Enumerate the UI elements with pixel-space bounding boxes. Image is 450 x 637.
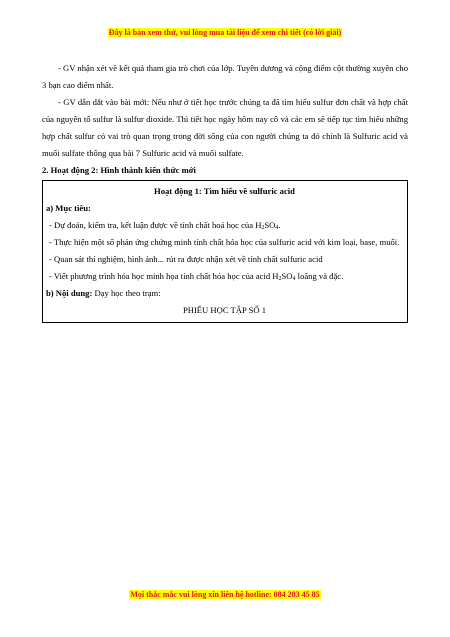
preview-notice-banner	[0, 28, 450, 37]
paragraph-lesson-intro: - GV dẫn dắt vào bài mới: Nếu như ở tiết học trước chúng ta đã tìm hiểu sulfur đơn chất và hợp chất của nguyên tố sulfur là sulfur dioxide. Thì tiết học ngày hôm nay cô và các em sẽ tiếp tục tìm hiểu những hợp chất sulfur có vai trò quan trọng trong đời sống của con người chúng ta đó chính là Sulfuric acid và muối sulfate thông qua bài 7 Sulfuric acid và muối sulfate.	[42, 97, 408, 158]
activity-title: Hoạt động 1: Tìm hiểu về sulfuric acid	[154, 186, 295, 196]
objective-item-4: - Viết phương trình hóa học minh họa tính chất hóa học của acid $H_2SO_4$ loãng và đặc.	[49, 271, 344, 282]
hotline-banner	[0, 590, 450, 599]
content-line	[46, 285, 403, 302]
content-text: Dạy học theo trạm:	[92, 288, 161, 298]
objective-item-1: - Dự đoán, kiểm tra, kết luận được về tính chất hoá học của $H_2SO_4$.	[49, 220, 281, 231]
objective-item-3: - Quan sát thí nghiệm, hình ảnh... rút ra được nhận xét về tính chất sulfuric acid	[49, 254, 323, 264]
hotline-text: Mọi thắc mắc vui lòng xin liên hệ hotline: 084 283 45 85	[130, 590, 320, 599]
document-body	[42, 60, 408, 323]
preview-notice-text: Đây là bản xem thử, vui lòng mua tài liệu để xem chi tiết (có lời giải)	[108, 28, 342, 37]
content-heading: b) Nội dung:	[46, 288, 93, 298]
objective-item-2: - Thực hiện một số phản ứng chứng minh tính chất hóa học của sulfuric acid với kim loại, base, muối.	[49, 237, 400, 247]
objectives-heading: a) Mục tiêu:	[46, 203, 91, 213]
section-heading-activity-2: 2. Hoạt động 2: Hình thành kiến thức mới	[42, 165, 196, 175]
worksheet-title: PHIẾU HỌC TẬP SỐ 1	[182, 305, 267, 315]
activity-box	[42, 180, 408, 323]
paragraph-teacher-feedback: - GV nhận xét về kết quả tham gia trò chơi của lớp. Tuyên dương và cộng điểm cột thường xuyên cho 3 bạn cao điểm nhất.	[42, 63, 409, 90]
